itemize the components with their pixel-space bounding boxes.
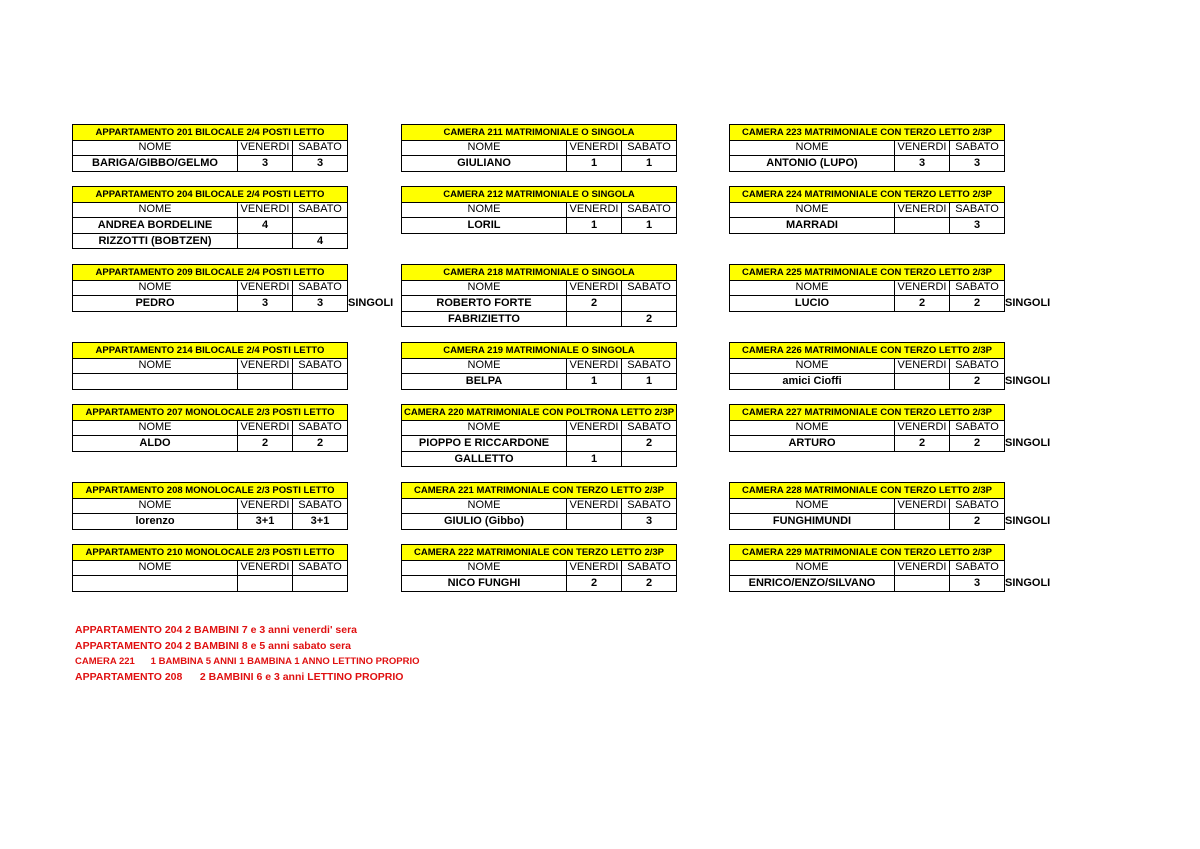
guest-name: PEDRO: [73, 296, 238, 312]
note-line: APPARTAMENTO 204 2 BAMBINI 7 e 3 anni venerdi' sera: [75, 624, 357, 636]
column-header-venerdi: VENERDI: [238, 420, 293, 436]
column-header-venerdi: VENERDI: [238, 358, 293, 374]
guest-name: PIOPPO E RICCARDONE: [402, 436, 567, 452]
column-header-name: NOME: [402, 358, 567, 374]
column-header-venerdi: VENERDI: [238, 280, 293, 296]
column-header-sabato: SABATO: [950, 560, 1005, 576]
sabato-count: 3+1: [293, 514, 348, 530]
column-header-sabato: SABATO: [293, 560, 348, 576]
table-row: [73, 233, 348, 249]
guest-name: ENRICO/ENZO/SILVANO: [730, 576, 895, 592]
header-row: [73, 560, 348, 576]
guest-name: [73, 374, 238, 390]
room-title: CAMERA 225 MATRIMONIALE CON TERZO LETTO 2/3P: [730, 265, 1005, 281]
title-row: [402, 343, 677, 359]
venerdi-count: [567, 436, 622, 452]
booking-table: [72, 544, 348, 592]
column-header-venerdi: VENERDI: [567, 202, 622, 218]
title-row: [730, 343, 1005, 359]
room-title: APPARTAMENTO 210 MONOLOCALE 2/3 POSTI LETTO: [73, 545, 348, 561]
venerdi-count: 3: [238, 296, 293, 312]
children-notes: [75, 623, 420, 685]
room-table-c226: [729, 342, 1005, 390]
column-header-name: NOME: [730, 358, 895, 374]
column-header-sabato: SABATO: [622, 140, 677, 156]
room-table-c218: [401, 264, 677, 327]
column-header-sabato: SABATO: [950, 498, 1005, 514]
room-title: CAMERA 229 MATRIMONIALE CON TERZO LETTO 2/3P: [730, 545, 1005, 561]
table-row: [402, 218, 677, 234]
header-row: [730, 280, 1005, 296]
table-row: [402, 436, 677, 452]
booking-table: [729, 264, 1005, 312]
room-table-c222: [401, 544, 677, 592]
venerdi-count: 2: [895, 296, 950, 312]
room-title: CAMERA 226 MATRIMONIALE CON TERZO LETTO 2/3P: [730, 343, 1005, 359]
booking-table: [401, 124, 677, 172]
room-title: APPARTAMENTO 208 MONOLOCALE 2/3 POSTI LETTO: [73, 483, 348, 499]
guest-name: FABRIZIETTO: [402, 311, 567, 327]
column-header-name: NOME: [402, 420, 567, 436]
title-row: [73, 483, 348, 499]
booking-table: [729, 186, 1005, 234]
booking-table: [72, 404, 348, 452]
column-header-sabato: SABATO: [950, 140, 1005, 156]
title-row: [730, 125, 1005, 141]
venerdi-count: [238, 233, 293, 249]
column-header-sabato: SABATO: [293, 202, 348, 218]
table-row: [730, 218, 1005, 234]
column-header-name: NOME: [73, 140, 238, 156]
guest-name: [73, 576, 238, 592]
room-table-c212: [401, 186, 677, 234]
singoli-note-c227: SINGOLI: [1005, 437, 1051, 449]
booking-table: [729, 342, 1005, 390]
column-header-name: NOME: [73, 202, 238, 218]
guest-name: GIULIANO: [402, 156, 567, 172]
header-row: [402, 420, 677, 436]
singoli-note-a209: SINGOLI: [348, 297, 394, 309]
venerdi-count: 2: [567, 576, 622, 592]
guest-name: ARTURO: [730, 436, 895, 452]
column-header-sabato: SABATO: [293, 140, 348, 156]
column-header-name: NOME: [73, 560, 238, 576]
guest-name: ANDREA BORDELINE: [73, 218, 238, 234]
table-row: [73, 514, 348, 530]
column-header-venerdi: VENERDI: [895, 280, 950, 296]
title-row: [730, 187, 1005, 203]
table-row: [730, 374, 1005, 390]
venerdi-count: 3: [238, 156, 293, 172]
sabato-count: 3: [950, 218, 1005, 234]
venerdi-count: [567, 311, 622, 327]
sabato-count: [293, 374, 348, 390]
column-header-sabato: SABATO: [950, 280, 1005, 296]
header-row: [73, 498, 348, 514]
column-header-venerdi: VENERDI: [567, 498, 622, 514]
venerdi-count: 4: [238, 218, 293, 234]
column-header-name: NOME: [402, 560, 567, 576]
table-row: [73, 576, 348, 592]
column-header-venerdi: VENERDI: [895, 358, 950, 374]
venerdi-count: 2: [895, 436, 950, 452]
guest-name: lorenzo: [73, 514, 238, 530]
guest-name: FUNGHIMUNDI: [730, 514, 895, 530]
booking-table: [72, 342, 348, 390]
sabato-count: 3: [950, 156, 1005, 172]
column-header-sabato: SABATO: [622, 280, 677, 296]
column-header-venerdi: VENERDI: [895, 202, 950, 218]
table-row: [402, 514, 677, 530]
column-header-sabato: SABATO: [622, 498, 677, 514]
sabato-count: [622, 451, 677, 467]
title-row: [402, 187, 677, 203]
column-header-venerdi: VENERDI: [238, 498, 293, 514]
column-header-venerdi: VENERDI: [567, 420, 622, 436]
table-row: [402, 311, 677, 327]
column-header-venerdi: VENERDI: [895, 560, 950, 576]
sabato-count: 2: [950, 514, 1005, 530]
booking-table: [401, 482, 677, 530]
booking-table: [729, 544, 1005, 592]
booking-table: [72, 482, 348, 530]
sabato-count: 1: [622, 218, 677, 234]
room-title: CAMERA 218 MATRIMONIALE O SINGOLA: [402, 265, 677, 281]
column-header-sabato: SABATO: [293, 420, 348, 436]
booking-table: [729, 124, 1005, 172]
room-table-c224: [729, 186, 1005, 234]
room-table-a209: [72, 264, 348, 312]
column-header-name: NOME: [730, 202, 895, 218]
venerdi-count: 1: [567, 156, 622, 172]
room-table-c221: [401, 482, 677, 530]
table-row: [402, 374, 677, 390]
column-header-name: NOME: [402, 202, 567, 218]
room-table-a204: [72, 186, 348, 249]
sabato-count: 1: [622, 374, 677, 390]
column-header-name: NOME: [730, 280, 895, 296]
title-row: [730, 483, 1005, 499]
title-row: [402, 405, 677, 421]
sabato-count: [622, 296, 677, 312]
title-row: [73, 405, 348, 421]
column-header-name: NOME: [73, 420, 238, 436]
sabato-count: [293, 218, 348, 234]
venerdi-count: [895, 374, 950, 390]
venerdi-count: [238, 374, 293, 390]
booking-table: [401, 264, 677, 327]
header-row: [730, 202, 1005, 218]
table-row: [402, 156, 677, 172]
singoli-note-c229: SINGOLI: [1005, 577, 1051, 589]
venerdi-count: 1: [567, 218, 622, 234]
table-row: [730, 156, 1005, 172]
header-row: [73, 202, 348, 218]
room-title: CAMERA 223 MATRIMONIALE CON TERZO LETTO 2/3P: [730, 125, 1005, 141]
guest-name: MARRADI: [730, 218, 895, 234]
room-title: CAMERA 227 MATRIMONIALE CON TERZO LETTO 2/3P: [730, 405, 1005, 421]
column-header-name: NOME: [402, 498, 567, 514]
column-header-sabato: SABATO: [950, 202, 1005, 218]
venerdi-count: [238, 576, 293, 592]
header-row: [402, 202, 677, 218]
column-header-sabato: SABATO: [622, 560, 677, 576]
singoli-note-c226: SINGOLI: [1005, 375, 1051, 387]
guest-name: ANTONIO (LUPO): [730, 156, 895, 172]
room-table-c219: [401, 342, 677, 390]
guest-name: GIULIO (Gibbo): [402, 514, 567, 530]
header-row: [730, 358, 1005, 374]
venerdi-count: 1: [567, 451, 622, 467]
booking-table: [401, 404, 677, 467]
venerdi-count: [895, 514, 950, 530]
column-header-name: NOME: [730, 498, 895, 514]
note-line: CAMERA 221 1 BAMBINA 5 ANNI 1 BAMBINA 1 ANNO LETTINO PROPRIO: [75, 656, 420, 668]
column-header-name: NOME: [730, 420, 895, 436]
room-title: CAMERA 221 MATRIMONIALE CON TERZO LETTO 2/3P: [402, 483, 677, 499]
venerdi-count: [895, 576, 950, 592]
guest-name: LUCIO: [730, 296, 895, 312]
title-row: [402, 265, 677, 281]
table-row: [73, 296, 348, 312]
column-header-sabato: SABATO: [622, 358, 677, 374]
table-row: [73, 218, 348, 234]
guest-name: ROBERTO FORTE: [402, 296, 567, 312]
header-row: [730, 140, 1005, 156]
header-row: [402, 140, 677, 156]
column-header-sabato: SABATO: [293, 280, 348, 296]
column-header-venerdi: VENERDI: [567, 358, 622, 374]
guest-name: RIZZOTTI (BOBTZEN): [73, 233, 238, 249]
sabato-count: 2: [622, 576, 677, 592]
room-table-c220: [401, 404, 677, 467]
booking-table: [729, 404, 1005, 452]
room-title: APPARTAMENTO 209 BILOCALE 2/4 POSTI LETTO: [73, 265, 348, 281]
note-line: APPARTAMENTO 208 2 BAMBINI 6 e 3 anni LETTINO PROPRIO: [75, 670, 404, 683]
room-table-a201: [72, 124, 348, 172]
header-row: [402, 280, 677, 296]
room-table-c229: [729, 544, 1005, 592]
title-row: [73, 343, 348, 359]
guest-name: BARIGA/GIBBO/GELMO: [73, 156, 238, 172]
guest-name: GALLETTO: [402, 451, 567, 467]
venerdi-count: 2: [238, 436, 293, 452]
table-row: [402, 576, 677, 592]
header-row: [73, 140, 348, 156]
column-header-name: NOME: [73, 358, 238, 374]
sabato-count: 2: [622, 436, 677, 452]
title-row: [402, 483, 677, 499]
room-title: APPARTAMENTO 201 BILOCALE 2/4 POSTI LETTO: [73, 125, 348, 141]
column-header-name: NOME: [402, 280, 567, 296]
sabato-count: 3: [293, 156, 348, 172]
room-table-a207: [72, 404, 348, 452]
room-title: CAMERA 222 MATRIMONIALE CON TERZO LETTO 2/3P: [402, 545, 677, 561]
venerdi-count: 2: [567, 296, 622, 312]
column-header-name: NOME: [730, 560, 895, 576]
room-table-a208: [72, 482, 348, 530]
room-title: APPARTAMENTO 207 MONOLOCALE 2/3 POSTI LETTO: [73, 405, 348, 421]
column-header-name: NOME: [73, 498, 238, 514]
header-row: [402, 560, 677, 576]
header-row: [73, 280, 348, 296]
room-table-c228: [729, 482, 1005, 530]
column-header-venerdi: VENERDI: [238, 140, 293, 156]
room-title: CAMERA 220 MATRIMONIALE CON POLTRONA LETTO 2/3P: [402, 405, 677, 421]
column-header-venerdi: VENERDI: [567, 280, 622, 296]
header-row: [402, 498, 677, 514]
table-row: [402, 451, 677, 467]
column-header-sabato: SABATO: [293, 358, 348, 374]
venerdi-count: 3+1: [238, 514, 293, 530]
column-header-venerdi: VENERDI: [567, 140, 622, 156]
table-row: [73, 156, 348, 172]
booking-table: [401, 186, 677, 234]
room-title: CAMERA 211 MATRIMONIALE O SINGOLA: [402, 125, 677, 141]
guest-name: BELPA: [402, 374, 567, 390]
column-header-sabato: SABATO: [950, 358, 1005, 374]
title-row: [730, 405, 1005, 421]
room-title: CAMERA 224 MATRIMONIALE CON TERZO LETTO 2/3P: [730, 187, 1005, 203]
title-row: [730, 265, 1005, 281]
header-row: [730, 498, 1005, 514]
sabato-count: [293, 576, 348, 592]
sabato-count: 3: [293, 296, 348, 312]
sabato-count: 2: [293, 436, 348, 452]
column-header-venerdi: VENERDI: [238, 560, 293, 576]
guest-name: NICO FUNGHI: [402, 576, 567, 592]
note-line: APPARTAMENTO 204 2 BAMBINI 8 e 5 anni sabato sera: [75, 639, 351, 652]
column-header-sabato: SABATO: [950, 420, 1005, 436]
table-row: [730, 296, 1005, 312]
room-table-c225: [729, 264, 1005, 312]
room-title: APPARTAMENTO 214 BILOCALE 2/4 POSTI LETTO: [73, 343, 348, 359]
sabato-count: 2: [950, 296, 1005, 312]
venerdi-count: 3: [895, 156, 950, 172]
venerdi-count: [567, 514, 622, 530]
title-row: [73, 545, 348, 561]
column-header-venerdi: VENERDI: [567, 560, 622, 576]
title-row: [73, 125, 348, 141]
venerdi-count: 1: [567, 374, 622, 390]
sabato-count: 2: [622, 311, 677, 327]
guest-name: ALDO: [73, 436, 238, 452]
column-header-name: NOME: [73, 280, 238, 296]
booking-table: [72, 264, 348, 312]
table-row: [402, 296, 677, 312]
room-table-a214: [72, 342, 348, 390]
room-table-c223: [729, 124, 1005, 172]
column-header-venerdi: VENERDI: [895, 498, 950, 514]
room-title: CAMERA 212 MATRIMONIALE O SINGOLA: [402, 187, 677, 203]
table-row: [73, 436, 348, 452]
room-table-a210: [72, 544, 348, 592]
column-header-venerdi: VENERDI: [238, 202, 293, 218]
singoli-note-c225: SINGOLI: [1005, 297, 1051, 309]
header-row: [730, 420, 1005, 436]
singoli-note-c228: SINGOLI: [1005, 515, 1051, 527]
header-row: [73, 358, 348, 374]
column-header-name: NOME: [402, 140, 567, 156]
title-row: [730, 545, 1005, 561]
room-table-c227: [729, 404, 1005, 452]
table-row: [73, 374, 348, 390]
table-row: [730, 576, 1005, 592]
column-header-venerdi: VENERDI: [895, 140, 950, 156]
guest-name: LORIL: [402, 218, 567, 234]
booking-table: [72, 124, 348, 172]
sabato-count: 2: [950, 374, 1005, 390]
sabato-count: 4: [293, 233, 348, 249]
header-row: [73, 420, 348, 436]
room-table-c211: [401, 124, 677, 172]
column-header-sabato: SABATO: [622, 202, 677, 218]
booking-table: [72, 186, 348, 249]
booking-table: [729, 482, 1005, 530]
table-row: [730, 436, 1005, 452]
column-header-sabato: SABATO: [293, 498, 348, 514]
title-row: [73, 265, 348, 281]
header-row: [402, 358, 677, 374]
venerdi-count: [895, 218, 950, 234]
title-row: [73, 187, 348, 203]
column-header-name: NOME: [730, 140, 895, 156]
column-header-sabato: SABATO: [622, 420, 677, 436]
room-title: CAMERA 228 MATRIMONIALE CON TERZO LETTO 2/3P: [730, 483, 1005, 499]
title-row: [402, 545, 677, 561]
booking-table: [401, 342, 677, 390]
header-row: [730, 560, 1005, 576]
sabato-count: 2: [950, 436, 1005, 452]
table-row: [730, 514, 1005, 530]
sabato-count: 3: [950, 576, 1005, 592]
room-title: APPARTAMENTO 204 BILOCALE 2/4 POSTI LETTO: [73, 187, 348, 203]
sabato-count: 1: [622, 156, 677, 172]
booking-table: [401, 544, 677, 592]
column-header-venerdi: VENERDI: [895, 420, 950, 436]
sabato-count: 3: [622, 514, 677, 530]
guest-name: amici Cioffi: [730, 374, 895, 390]
title-row: [402, 125, 677, 141]
room-title: CAMERA 219 MATRIMONIALE O SINGOLA: [402, 343, 677, 359]
